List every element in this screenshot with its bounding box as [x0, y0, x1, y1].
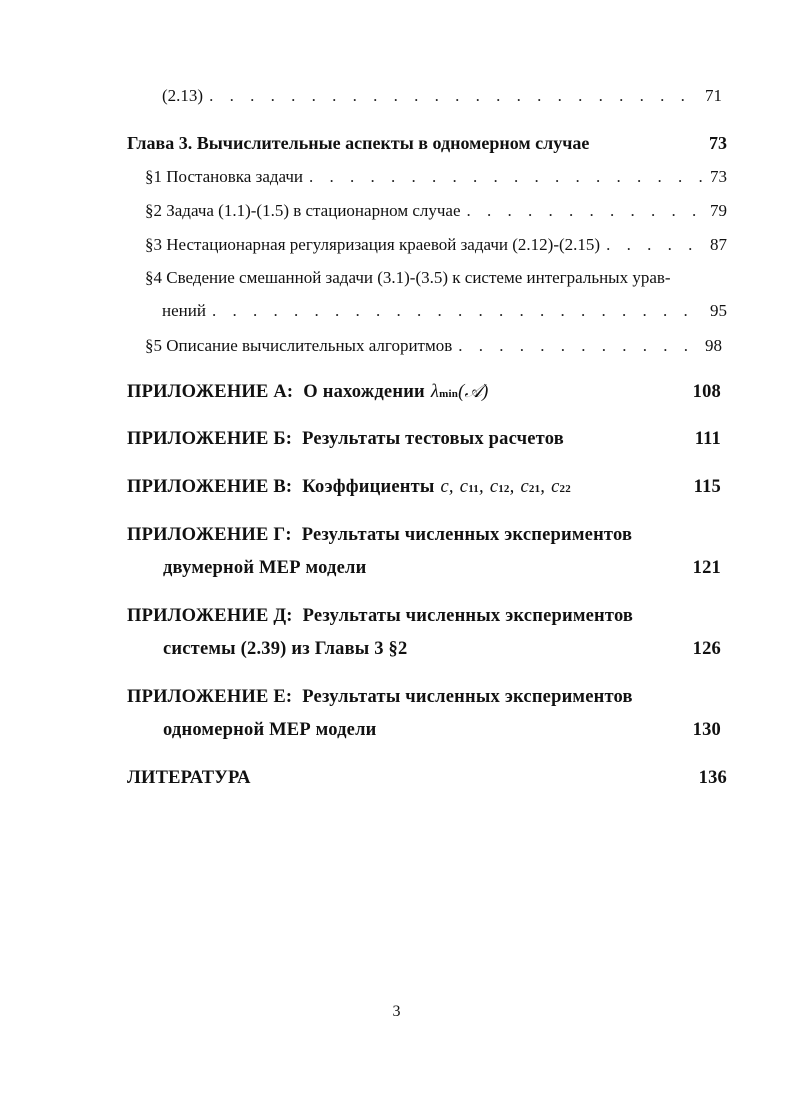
appendix-prefix: ПРИЛОЖЕНИЕ Е: [127, 687, 293, 707]
appendix-prefix: ПРИЛОЖЕНИЕ Б: [127, 429, 293, 449]
appendix-page: 108 [692, 382, 721, 402]
coef-c11: c [459, 477, 469, 497]
lambda-subscript: min [439, 388, 459, 400]
toc-appendix-e-line-2 [163, 720, 721, 741]
appendix-page: 111 [694, 429, 721, 449]
lambda-argument: (𝒜) [458, 382, 489, 402]
toc-section-3 [145, 235, 727, 255]
coef-c12: c [489, 477, 499, 497]
lambda-symbol: λ [430, 382, 440, 402]
dot-leader [209, 86, 699, 106]
dot-leader [467, 201, 704, 221]
toc-section-1 [145, 167, 727, 187]
toc-entry-page: 79 [710, 201, 727, 220]
toc-section-4-line-1 [145, 268, 727, 288]
appendix-prefix: ПРИЛОЖЕНИЕ А: [127, 382, 294, 402]
appendix-prefix: ПРИЛОЖЕНИЕ Г: [127, 525, 292, 545]
appendix-page: 130 [692, 720, 721, 740]
toc-appendix-d-line-2 [163, 639, 721, 660]
toc-literature [127, 768, 727, 789]
page-number: 3 [392, 1003, 401, 1020]
literature-label: ЛИТЕРАТУРА [127, 768, 251, 788]
toc-entry-page: 95 [710, 301, 727, 320]
toc-appendix-b [127, 429, 721, 450]
coef-c21-sub: 21 [528, 483, 541, 495]
toc-entry-page: 87 [710, 235, 727, 254]
toc-entry-eq-2-13 [162, 86, 722, 106]
appendix-title-continued: системы (2.39) из Главы 3 §2 [163, 639, 408, 659]
appendix-title: Результаты численных экспериментов [302, 606, 634, 626]
toc-entry-label: §3 Нестационарная регуляризация краевой задачи (2.12)-(2.15) [145, 235, 601, 254]
toc-entry-label: §4 Сведение смешанной задачи (3.1)-(3.5) к системе интегральных урав- [145, 268, 671, 287]
appendix-page: 121 [692, 558, 721, 578]
appendix-title-continued: одномерной МЕР модели [163, 720, 377, 740]
toc-appendix-v: ПРИЛОЖЕНИЕ В: Коэффициенты c, c 11 , c 12 , c 21 , c 22 115 [127, 477, 721, 497]
toc-appendix-g-line-2 [163, 558, 721, 579]
toc-entry-label: §5 Описание вычислительных алгоритмов [145, 336, 453, 355]
appendix-title: Результаты численных экспериментов [302, 687, 633, 707]
dot-leader [309, 167, 704, 187]
coef-c: c, [440, 477, 454, 497]
appendix-prefix: ПРИЛОЖЕНИЕ Д: [127, 606, 293, 626]
toc-entry-label: (2.13) [162, 86, 204, 105]
coef-c21: c [520, 477, 529, 497]
appendix-page: 126 [692, 639, 721, 659]
appendix-page: 115 [693, 477, 721, 497]
toc-section-2 [145, 201, 727, 221]
toc-entry-label: §2 Задача (1.1)-(1.5) в стационарном случае [145, 201, 461, 220]
appendix-title: Коэффициенты [302, 477, 435, 497]
coef-c11-sub: 11 [468, 483, 479, 495]
coef-c22: c [551, 477, 560, 497]
appendix-title: Результаты численных экспериментов [301, 525, 633, 545]
literature-page: 136 [698, 768, 727, 788]
appendix-title: О нахождении [303, 382, 425, 402]
toc-entry-label: §1 Постановка задачи [145, 167, 304, 186]
chapter-title: Глава 3. Вычислительные аспекты в одномерном случае [127, 133, 590, 153]
toc-entry-page: 98 [705, 336, 722, 355]
appendix-prefix: ПРИЛОЖЕНИЕ В: [127, 477, 293, 497]
chapter-page: 73 [709, 133, 727, 153]
toc-appendix-g-line-1 [127, 525, 721, 546]
toc-section-4-line-2 [162, 301, 727, 321]
appendix-title: Результаты тестовых расчетов [302, 429, 564, 449]
toc-appendix-d-line-1 [127, 606, 721, 627]
toc-entry-page: 73 [710, 167, 727, 186]
dot-leader [458, 336, 699, 356]
coef-c12-sub: 12 [498, 483, 510, 495]
coef-c22-sub: 22 [559, 483, 571, 495]
toc-chapter-3 [127, 133, 727, 154]
toc-entry-page: 71 [705, 86, 722, 105]
appendix-title-continued: двумерной МЕР модели [163, 558, 367, 578]
toc-entry-label: нений [162, 301, 206, 320]
toc-section-5 [145, 336, 722, 356]
toc-appendix-a [127, 381, 721, 403]
dot-leader [212, 301, 704, 321]
toc-appendix-e-line-1 [127, 687, 721, 708]
dot-leader [606, 235, 704, 255]
